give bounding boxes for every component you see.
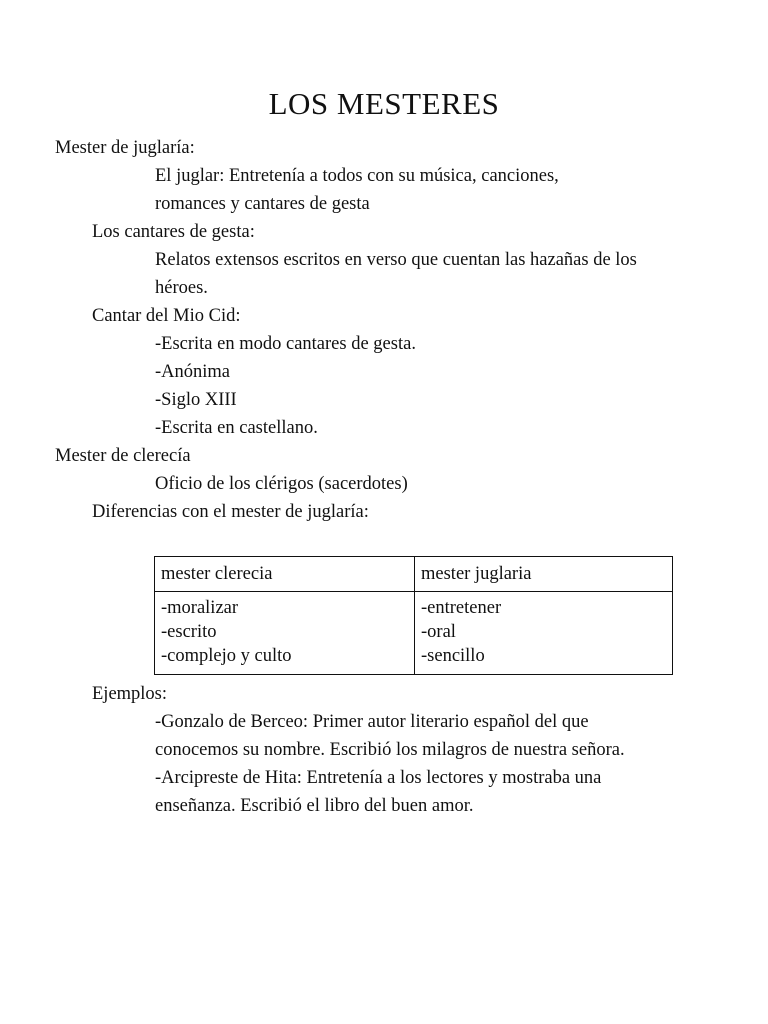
cid-list-item: -Escrita en modo cantares de gesta.: [155, 334, 416, 354]
table-cell-line: -complejo y culto: [161, 646, 292, 666]
table-cell-line: -oral: [421, 622, 456, 642]
subheading-ejemplos: Ejemplos:: [92, 684, 168, 704]
ejemplos-text-line: conocemos su nombre. Escribió los milagros de nuestra señora.: [155, 740, 625, 760]
table-cell-line: -entretener: [421, 598, 502, 618]
subheading-diferencias: Diferencias con el mester de juglaría:: [92, 502, 369, 522]
table-header-clerecia: mester clerecia: [155, 557, 415, 592]
cid-list-item: -Anónima: [155, 362, 231, 382]
page-title: LOS MESTERES: [268, 86, 500, 121]
table-header-juglaria: mester juglaria: [415, 557, 673, 592]
ejemplos-text-line: -Gonzalo de Berceo: Primer autor literario español del que: [155, 712, 589, 732]
table-row: [155, 592, 673, 675]
table-cell-line: -moralizar: [161, 598, 239, 618]
cantares-text-line-2: héroes.: [155, 278, 208, 298]
comparison-table: [154, 556, 673, 675]
ejemplos-text-line: -Arcipreste de Hita: Entretenía a los lectores y mostraba una: [155, 768, 602, 788]
table-cell-clerecia: [155, 592, 415, 675]
section-heading-juglaria: Mester de juglaría:: [55, 138, 195, 158]
cantares-text-line-1: Relatos extensos escritos en verso que cuentan las hazañas de los: [155, 250, 637, 270]
juglar-text-line-2: romances y cantares de gesta: [155, 194, 370, 214]
table-cell-juglaria: [415, 592, 673, 675]
table-cell-line: -sencillo: [421, 646, 485, 666]
section-heading-clerecia: Mester de clerecía: [55, 446, 191, 466]
juglar-text-line-1: El juglar: Entretenía a todos con su música, canciones,: [155, 166, 559, 186]
cid-list-item: -Escrita en castellano.: [155, 418, 318, 438]
subheading-cid: Cantar del Mio Cid:: [92, 306, 241, 326]
table-header-row: [155, 557, 673, 592]
subheading-cantares: Los cantares de gesta:: [92, 222, 255, 242]
ejemplos-text-line: enseñanza. Escribió el libro del buen amor.: [155, 796, 474, 816]
clerecia-definition: Oficio de los clérigos (sacerdotes): [155, 474, 408, 494]
cid-list-item: -Siglo XIII: [155, 390, 237, 410]
table-cell-line: -escrito: [161, 622, 217, 642]
